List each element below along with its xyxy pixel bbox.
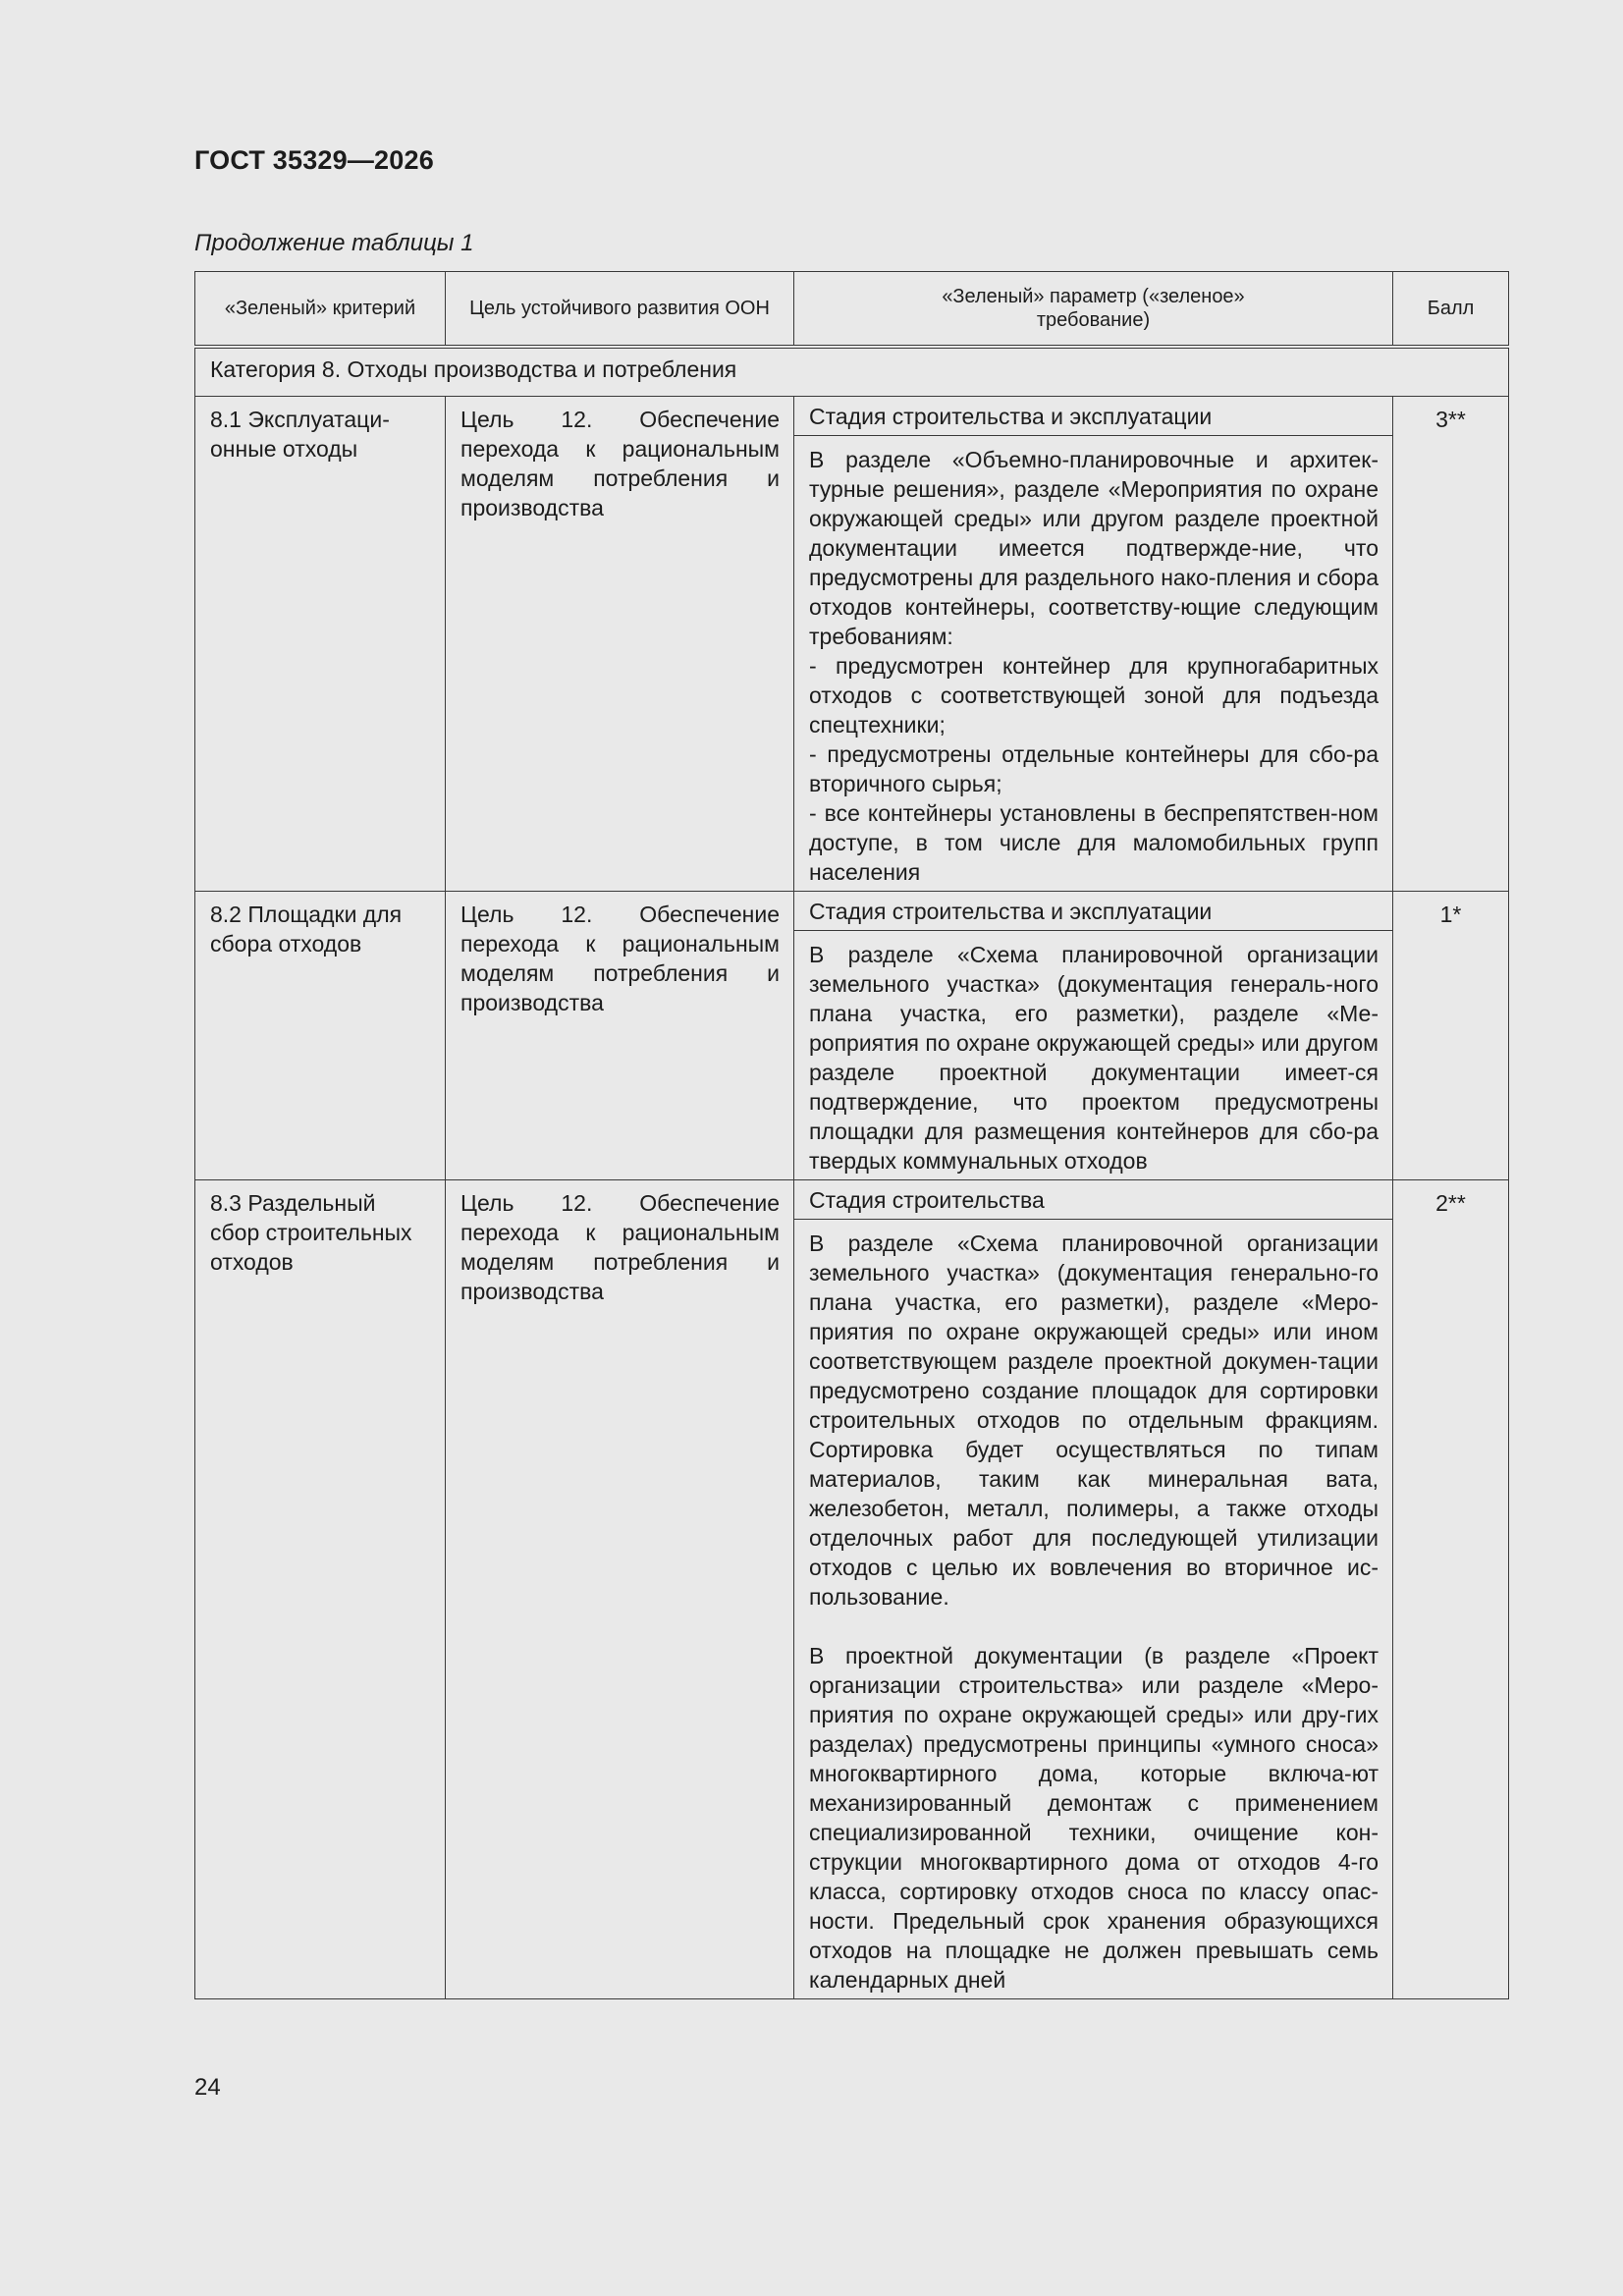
requirement-list-item: - предусмотрен контейнер для крупногабаритных отходов с соответствующей зоной для подъезда спецтехники; (809, 653, 1379, 738)
stage-label: Стадия строительства и эксплуатации (794, 397, 1392, 436)
parameter-paragraph: В разделе «Объемно-планировочные и архитек-турные решения», разделе «Мероприятия по охране окружающей среды» или другом разделе проектной документации имеется подтвержде-ние, что предусмотрены для раздельного нако-пления и сбора отходов контейнеры, соответству-ющие следующим требованиям: (809, 447, 1379, 649)
criterion-text: 8.2 Площадки для сбора отходов (210, 902, 403, 957)
column-header-goal: Цель устойчивого развития ООН (446, 272, 794, 348)
goal-cell (446, 1180, 794, 1999)
parameter-text (794, 436, 1392, 891)
table-caption: Продолжение таблицы 1 (194, 230, 474, 256)
table-row (195, 892, 1509, 1180)
score-cell (1393, 1180, 1509, 1999)
document-title: ГОСТ 35329—2026 (194, 145, 434, 175)
table-row (195, 397, 1509, 892)
criterion-cell (195, 892, 446, 1180)
criterion-cell (195, 1180, 446, 1999)
score-value: 2** (1435, 1190, 1466, 1216)
parameter-paragraph: В разделе «Схема планировочной организации земельного участка» (документация генерально-го плана участка, его разметки), разделе «Меро-приятия по охране окружающей среды» или ином соответствующем разделе проектной докумен-тации предусмотрено создание площадок для сортировки строительных отходов по отдельным фракциям. Сортировка будет осуществляться по типам материалов, таким как минеральная вата, железобетон, металл, полимеры, а также отходы отделочных работ для последующей утилизации отходов с целью их вовлечения во вторичное ис-пользование. (809, 1230, 1379, 1610)
category-title: Категория 8. Отходы производства и потребления (210, 356, 737, 382)
stage-label: Стадия строительства и эксплуатации (794, 892, 1392, 931)
column-header-parameter: «Зеленый» параметр («зеленое» требование) (794, 272, 1393, 348)
parameter-text (794, 1220, 1392, 1998)
table-header-row (195, 272, 1509, 348)
stage-label: Стадия строительства (794, 1180, 1392, 1220)
goal-text: Цель 12. Обеспечение перехода к рациональным моделям потребления и производства (460, 407, 780, 520)
requirement-list-item: - предусмотрены отдельные контейнеры для сбо-ра вторичного сырья; (809, 741, 1379, 796)
parameter-paragraph: В разделе «Схема планировочной организации земельного участка» (документация генераль-ного плана участка, его разметки), разделе «Ме-роприятия по охране окружающей среды» или другом разделе проектной документации имеет-ся подтверждение, что проектом предусмотрены площадки для размещения контейнеров для сбо-ра твердых коммунальных отходов (809, 942, 1379, 1174)
goal-text: Цель 12. Обеспечение перехода к рациональным моделям потребления и производства (460, 902, 780, 1015)
table-row (195, 1180, 1509, 1999)
column-header-criterion: «Зеленый» критерий (195, 272, 446, 348)
column-header-score: Балл (1393, 272, 1509, 348)
parameter-cell (794, 397, 1393, 892)
goal-text: Цель 12. Обеспечение перехода к рациональным моделям потребления и производства (460, 1190, 780, 1304)
page-number: 24 (194, 2074, 221, 2101)
score-cell (1393, 892, 1509, 1180)
category-row (195, 347, 1509, 397)
goal-cell (446, 892, 794, 1180)
requirements-table (194, 271, 1509, 1999)
parameter-cell (794, 1180, 1393, 1999)
score-cell (1393, 397, 1509, 892)
parameter-cell (794, 892, 1393, 1180)
criterion-cell (195, 397, 446, 892)
criterion-text: 8.3 Раздельный сбор строительных отходов (210, 1190, 412, 1275)
goal-cell (446, 397, 794, 892)
requirement-list-item: - все контейнеры установлены в беспрепятствен-ном доступе, в том числе для маломобильных групп населения (809, 800, 1379, 885)
category-cell (195, 347, 1509, 397)
score-value: 3** (1435, 407, 1466, 432)
parameter-paragraph: В проектной документации (в разделе «Проект организации строительства» или разделе «Меро-приятия по охране окружающей среды» или дру-гих разделах) предусмотрены принципы «умного сноса» многоквартирного дома, которые включа-ют механизированный демонтаж с применением специализированной техники, очищение кон-струкции многоквартирного дома от отходов 4-го класса, сортировку отходов сноса по классу опас-ности. Предельный срок хранения образующихся отходов на площадке не должен превышать семь календарных дней (809, 1643, 1379, 1993)
criterion-text: 8.1 Эксплуатаци-онные отходы (210, 407, 390, 462)
parameter-text (794, 931, 1392, 1179)
score-value: 1* (1439, 902, 1462, 927)
